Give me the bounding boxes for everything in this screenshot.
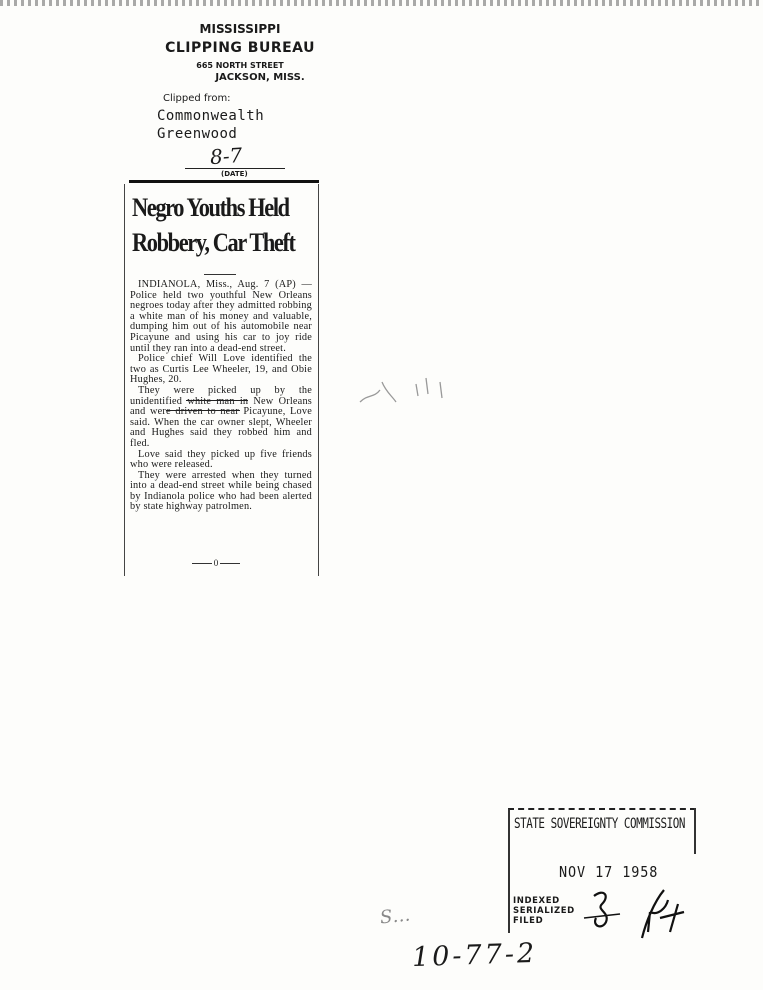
- handwritten-underline-hughes: [166, 410, 240, 411]
- newspaper-name: Commonwealth: [157, 108, 265, 124]
- newspaper-source: [157, 107, 264, 143]
- newspaper-clipping: [124, 180, 320, 582]
- stamp-label-indexed: INDEXED: [513, 896, 560, 906]
- headline-line1: Negro Youths Held: [132, 193, 289, 222]
- stamp-title: STATE SOVEREIGNTY COMMISSION: [514, 816, 685, 832]
- clipped-from-label: Clipped from:: [163, 93, 231, 104]
- bureau-street: 665 NORTH STREET: [196, 61, 284, 70]
- newspaper-city: Greenwood: [157, 126, 238, 142]
- faint-pencil-scribble: [356, 372, 456, 408]
- faint-pencil-note: S…: [378, 904, 412, 929]
- handwritten-file-number: 10-77-2: [411, 937, 538, 974]
- article-headline: [132, 190, 295, 260]
- scanned-top-edge: [0, 0, 763, 6]
- headline-line2: Robbery, Car Theft: [132, 228, 295, 257]
- handwritten-underline-wheeler: [186, 400, 248, 401]
- stamp-label-serialized: SERIALIZED: [513, 906, 575, 916]
- article-body: [130, 280, 312, 513]
- bureau-name-line1: MISSISSIPPI: [199, 22, 281, 36]
- stamp-label-filed: FILED: [513, 916, 544, 926]
- clipping-right-edge: [318, 184, 319, 576]
- bureau-city: JACKSON, MISS.: [215, 72, 305, 83]
- article-end-mark: 0: [186, 558, 246, 568]
- article-paragraph-3: They were picked up by the unidentified white man in New Orleans and were driven to near Picayune, Love said. When the car owner slept, Wheeler and Hughes said they robbed him and fled.: [130, 384, 312, 449]
- date-label: (DATE): [221, 170, 248, 178]
- bureau-name-line2: CLIPPING BUREAU: [165, 40, 315, 56]
- headline-rule: [204, 274, 236, 275]
- article-paragraph-4: Love said they picked up five friends who were released.: [130, 448, 312, 471]
- stamp-frame-right: [694, 808, 696, 854]
- article-paragraph-5: They were arrested when they turned into a dead-end street while being chased by Indianola police who had been alerted by state highway patrolmen.: [130, 469, 312, 513]
- state-sovereignty-commission-stamp: [508, 808, 696, 933]
- date-rule: [185, 168, 285, 169]
- article-paragraph-2: Police chief Will Love identified the two as Curtis Lee Wheeler, 19, and Obie Hughes, 20.: [130, 353, 312, 386]
- stamp-date: NOV 17 1958: [559, 863, 659, 881]
- handwritten-initials: [580, 882, 690, 942]
- clipping-top-rule: [129, 180, 319, 183]
- stamp-labels: [513, 896, 575, 926]
- clipping-left-edge: [124, 184, 125, 576]
- clipping-bureau-header: [150, 22, 330, 83]
- handwritten-date: 8-7: [209, 142, 244, 170]
- article-paragraph-1: INDIANOLA, Miss., Aug. 7 (AP) —Police held two youthful New Orleans negroes today after they admitted robbing a white man of his money and valuable, dumping him out of his automobile near Picayune and using his car to joy ride until they ran into a dead-end street.: [130, 279, 312, 354]
